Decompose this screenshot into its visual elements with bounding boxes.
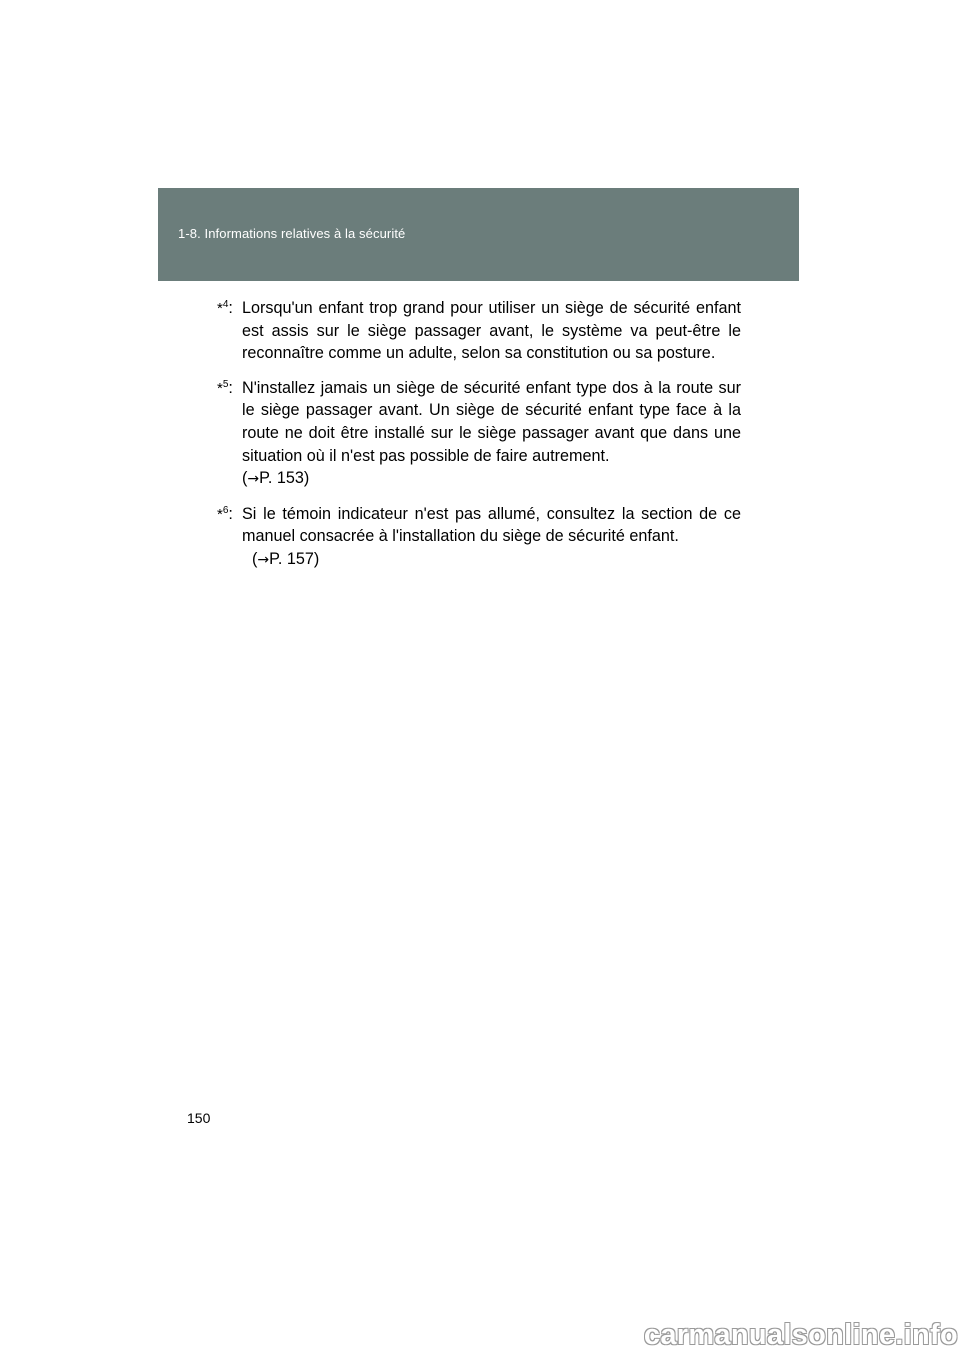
page-reference-link[interactable]: (→P. 157) xyxy=(252,549,320,568)
arrow-right-icon: → xyxy=(257,551,270,568)
page-reference-link[interactable]: (→P. 153) xyxy=(242,469,310,488)
watermark: carmanualsonline.info xyxy=(643,1319,958,1351)
footnote-text: Si le témoin indicateur n'est pas allumé, consultez la section de ce manuel consacrée à l'installation du siège de sécurité enfant. xyxy=(242,504,741,546)
section-header-band xyxy=(158,188,799,281)
footnote-5 xyxy=(217,377,741,491)
arrow-right-icon: → xyxy=(247,471,260,488)
footnote-text: Lorsqu'un enfant trop grand pour utiliser un siège de sécurité enfant est assis sur le siège passager avant, le système va peut-être le reconnaître comme un adulte, selon sa constitution ou sa posture. xyxy=(242,299,741,363)
footnote-marker: *$^6$: xyxy=(217,504,233,523)
page-number: 150 xyxy=(187,1110,211,1126)
footnote-4 xyxy=(217,297,741,365)
footnote-marker: *$^5$: xyxy=(217,378,233,397)
section-title: 1-8. Informations relatives à la sécurité xyxy=(178,226,406,241)
footnote-6 xyxy=(217,503,741,572)
footnote-text: N'installez jamais un siège de sécurité enfant type dos à la route sur le siège passager avant. Un siège de sécurité enfant type face à la route ne doit être installé sur le siège passager avant que dans une situation où il n'est pas possible de faire autrement. xyxy=(242,378,741,465)
footnotes-list xyxy=(217,297,741,584)
footnote-marker: *$^4$: xyxy=(217,299,233,317)
